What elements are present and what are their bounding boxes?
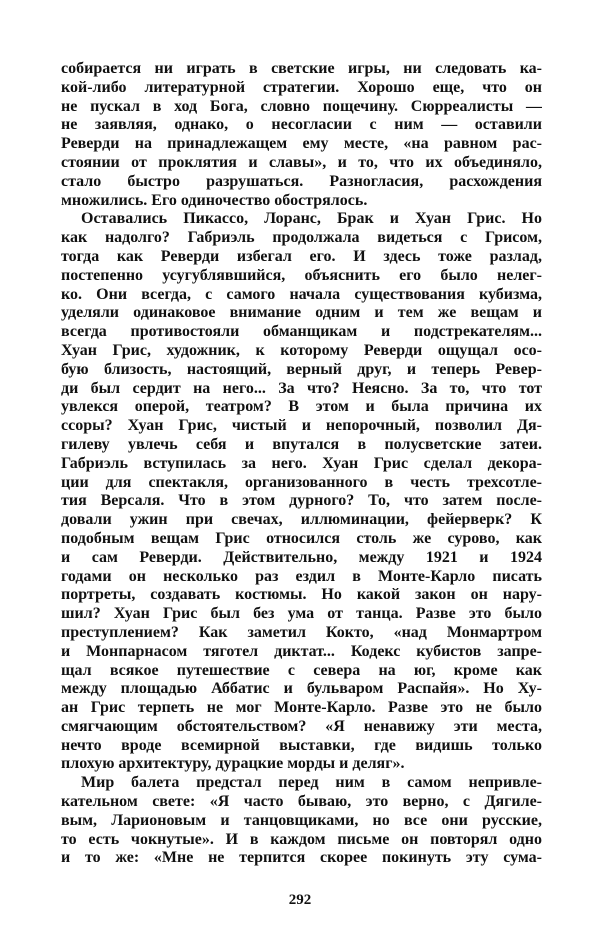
- text-line: щал всякое путешествие с севера на юг, кроме как: [61, 661, 542, 679]
- text-line: ко. Они всегда, с самого начала существования кубизма,: [61, 285, 542, 303]
- text-line: кательном свете: «Я часто бываю, это верно, с Дягиле-: [61, 793, 542, 811]
- text-line: и то же: «Мне не терпится скорее покинуть эту сума-: [61, 849, 542, 867]
- text-line: Реверди на принадлежащем ему месте, «на равном рас-: [61, 135, 542, 153]
- text-line: тогда как Реверди избегал его. И здесь тоже разлад,: [61, 247, 542, 265]
- page-number: 292: [288, 892, 312, 908]
- text-line: портреты, создавать костюмы. Но какой закон он нару-: [61, 586, 542, 604]
- text-line: стало быстро разрушаться. Разногласия, расхождения: [61, 172, 542, 190]
- text-line: подобным вещам Грис относился столь же сурово, как: [61, 529, 542, 547]
- text-line: как надолго? Габриэль продолжала видеться с Грисом,: [61, 229, 542, 247]
- text-line: Оставались Пикассо, Лоранс, Брак и Хуан Грис. Но: [81, 210, 542, 228]
- text-line: между площадью Аббатис и бульваром Распайя». Но Ху-: [61, 680, 542, 698]
- text-line: постепенно усугублявшийся, объяснить его было нелег-: [61, 266, 542, 284]
- text-line: множились. Его одиночество обострялось.: [61, 191, 368, 209]
- text-line: ции для спектакля, организованного в честь трехсотле-: [61, 473, 542, 491]
- book-page-text: [61, 60, 542, 868]
- text-line: вым, Ларионовым и танцовщиками, но все они русские,: [61, 811, 542, 829]
- text-line: довали ужин при свечах, иллюминации, фейерверк? К: [61, 511, 542, 529]
- text-line: бую близость, настоящий, верный друг, и теперь Ревер-: [61, 360, 542, 378]
- text-line: и Монпарнасом тяготел диктат... Кодекс кубистов запре-: [61, 642, 542, 660]
- text-line: увлекся оперой, театром? В этом и была причина их: [61, 398, 542, 416]
- text-line: не заявляя, однако, о несогласии с ним — оставили: [61, 116, 542, 134]
- text-line: и сам Реверди. Действительно, между 1921 и 1924: [61, 548, 542, 566]
- text-line: годами он несколько раз ездил в Монте-Карло писать: [61, 567, 542, 585]
- text-line: стоянии от проклятия и славы», и то, что их объединяло,: [61, 153, 542, 171]
- text-line: гилеву увлечь себя и впутался в полусветские затеи.: [61, 435, 542, 453]
- text-line: ан Грис терпеть не мог Монте-Карло. Разве это не было: [61, 699, 542, 717]
- text-line: плохую архитектуру, дурацкие морды и деляг».: [61, 755, 405, 773]
- text-line: собирается ни играть в светские игры, ни следовать ка-: [61, 60, 542, 77]
- text-line: нечто вроде всемирной выставки, где видишь только: [61, 736, 542, 754]
- text-line: шил? Хуан Грис был без ума от танца. Разве это было: [61, 605, 542, 623]
- text-line: Хуан Грис, художник, к которому Реверди ощущал осо-: [61, 341, 542, 359]
- text-line: смягчающим обстоятельством? «Я ненавижу эти места,: [61, 717, 542, 735]
- text-line: не пускал в ход Бога, словно пощечину. Сюрреалисты —: [61, 97, 542, 115]
- text-line: тия Версаля. Что в этом дурного? То, что затем после-: [61, 492, 542, 510]
- text-line: уделяли одинаковое внимание одним и тем же вещам и: [61, 304, 542, 322]
- text-line: Мир балета предстал перед ним в самом непривле-: [81, 774, 542, 792]
- text-line: преступлением? Как заметил Кокто, «над Монмартром: [61, 623, 542, 641]
- text-line: Габриэль вступилась за него. Хуан Грис сделал декора-: [61, 454, 542, 472]
- text-line: кой-либо литературной стратегии. Хорошо еще, что он: [61, 78, 542, 96]
- text-line: ссоры? Хуан Грис, чистый и непорочный, позволил Дя-: [61, 417, 542, 435]
- text-line: всегда противостояли обманщикам и подстрекателям...: [61, 323, 542, 341]
- text-line: ди был сердит на него... За что? Неясно. За то, что тот: [61, 379, 542, 397]
- text-line: то есть чокнутые». И в каждом письме он повторял одно: [61, 830, 542, 848]
